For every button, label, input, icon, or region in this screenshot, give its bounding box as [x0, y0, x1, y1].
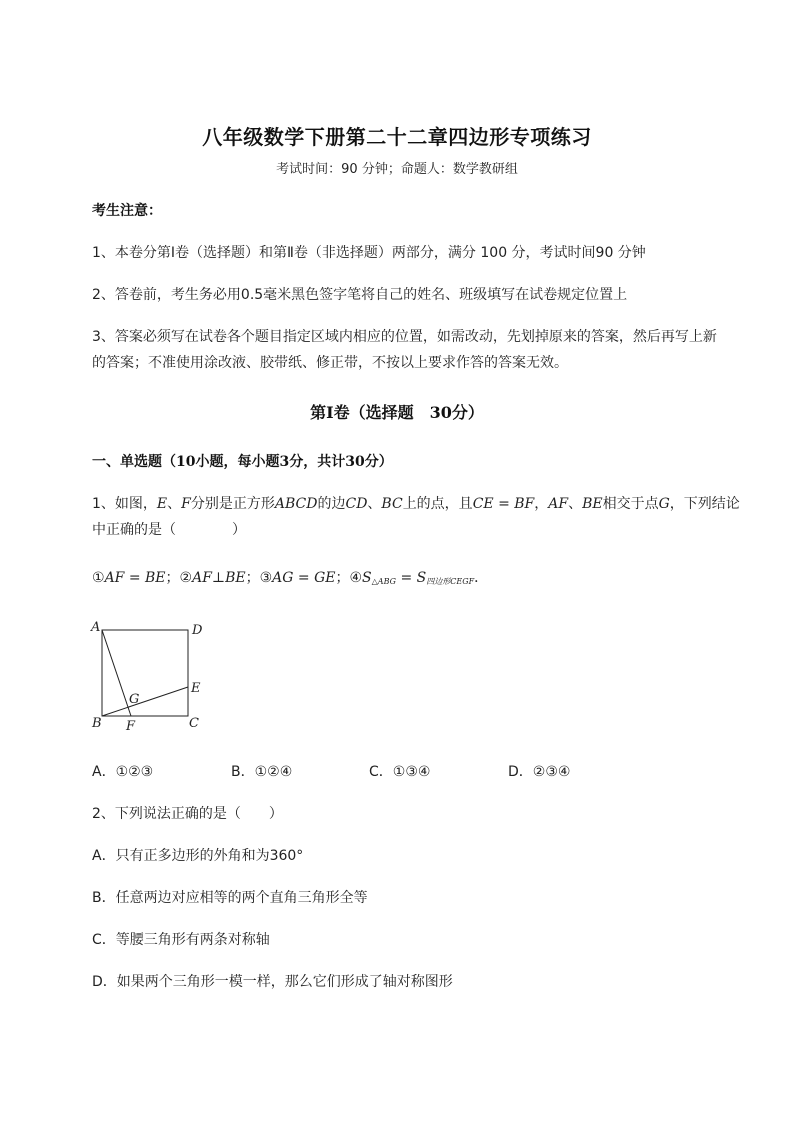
- q1-text: 分别是正方形: [190, 496, 275, 512]
- notice-item-3-cont: 的答案；不准使用涂改液、胶带纸、修正带，不按以上要求作答的答案无效。: [92, 355, 568, 371]
- label-b: B: [92, 716, 102, 731]
- circled-num: ②: [179, 570, 193, 586]
- q2-option-c[interactable]: C．等腰三角形有两条对称轴: [92, 932, 270, 948]
- q1-var: BC: [381, 496, 403, 512]
- q1-equation: CE = BF: [472, 496, 535, 512]
- area-subscript: △ABG: [371, 577, 396, 586]
- q1-text: 的边: [317, 496, 346, 512]
- q1-stem-line2: 中正确的是（ ）: [92, 522, 246, 538]
- conclusion-2: AF⊥BE: [192, 570, 246, 586]
- q1-option-a[interactable]: A．①②③: [92, 764, 154, 780]
- separator: ；: [165, 570, 180, 586]
- q2-option-a[interactable]: A．只有正多边形的外角和为360°: [92, 848, 304, 864]
- q1-option-b[interactable]: B．①②④: [231, 764, 293, 780]
- area-subscript: 四边形CEGF: [426, 577, 475, 586]
- equals: =: [396, 570, 417, 586]
- q1-var: G: [658, 496, 670, 512]
- q2-option-b[interactable]: B．任意两边对应相等的两个直角三角形全等: [92, 890, 368, 906]
- area-symbol: S: [362, 570, 372, 586]
- q1-var: AF: [548, 496, 569, 512]
- label-g: G: [129, 692, 140, 707]
- q1-text: 1、如图，: [92, 496, 157, 512]
- q1-var: ABCD: [274, 496, 318, 512]
- notice-heading: 考生注意：: [92, 203, 162, 219]
- label-d: D: [192, 623, 203, 638]
- q1-option-d[interactable]: D．②③④: [508, 764, 571, 780]
- square-figure: [88, 615, 218, 740]
- area-symbol: S: [416, 570, 427, 586]
- notice-item-3: 3、答案必须写在试卷各个题目指定区域内相应的位置，如需改动，先划掉原来的答案，然后再写上新: [92, 329, 717, 345]
- label-a: A: [91, 620, 101, 635]
- separator: ；: [335, 570, 350, 586]
- conclusion-1: AF = BE: [104, 570, 166, 586]
- circled-num: ④: [349, 570, 363, 586]
- q1-option-c[interactable]: C．①③④: [369, 764, 431, 780]
- q1-text: 、: [167, 496, 182, 512]
- q1-var: F: [181, 496, 191, 512]
- q1-stem: [92, 493, 740, 513]
- part-heading: 一、单选题（10小题，每小题3分，共计30分）: [92, 454, 393, 470]
- q1-text: 、: [568, 496, 583, 512]
- q2-option-d[interactable]: D．如果两个三角形一模一样，那么它们形成了轴对称图形: [92, 974, 453, 990]
- q1-text: 相交于点: [602, 496, 659, 512]
- page-title: 八年级数学下册第二十二章四边形专项练习: [202, 125, 592, 149]
- circled-num: ③: [259, 570, 273, 586]
- q1-conclusions: [92, 567, 488, 587]
- conclusion-3: AG = GE: [272, 570, 336, 586]
- period: ．: [474, 570, 489, 586]
- q1-text: 、: [367, 496, 382, 512]
- exam-info: 考试时间：90 分钟；命题人：数学教研组: [276, 162, 518, 177]
- segment-be: [102, 687, 188, 716]
- q1-text: 上的点，且: [402, 496, 473, 512]
- segment-af: [102, 630, 131, 716]
- q1-text: ，: [534, 496, 549, 512]
- label-c: C: [189, 716, 199, 731]
- q1-var: BE: [582, 496, 603, 512]
- q2-stem: 2、下列说法正确的是（ ）: [92, 806, 283, 822]
- notice-item-2: 2、答卷前，考生务必用0.5毫米黑色签字笔将自己的姓名、班级填写在试卷规定位置上: [92, 287, 628, 303]
- square-abcd: [102, 630, 188, 716]
- circled-num: ①: [92, 570, 105, 586]
- section-title: 第Ⅰ卷（选择题 30分）: [310, 403, 484, 422]
- q1-text: ，下列结论: [669, 496, 740, 512]
- separator: ；: [245, 570, 260, 586]
- notice-item-1: 1、本卷分第Ⅰ卷（选择题）和第Ⅱ卷（非选择题）两部分，满分 100 分，考试时间90 分钟: [92, 245, 646, 261]
- label-f: F: [126, 719, 136, 734]
- q1-var: CD: [345, 496, 368, 512]
- label-e: E: [191, 681, 201, 696]
- q1-var: E: [156, 496, 168, 512]
